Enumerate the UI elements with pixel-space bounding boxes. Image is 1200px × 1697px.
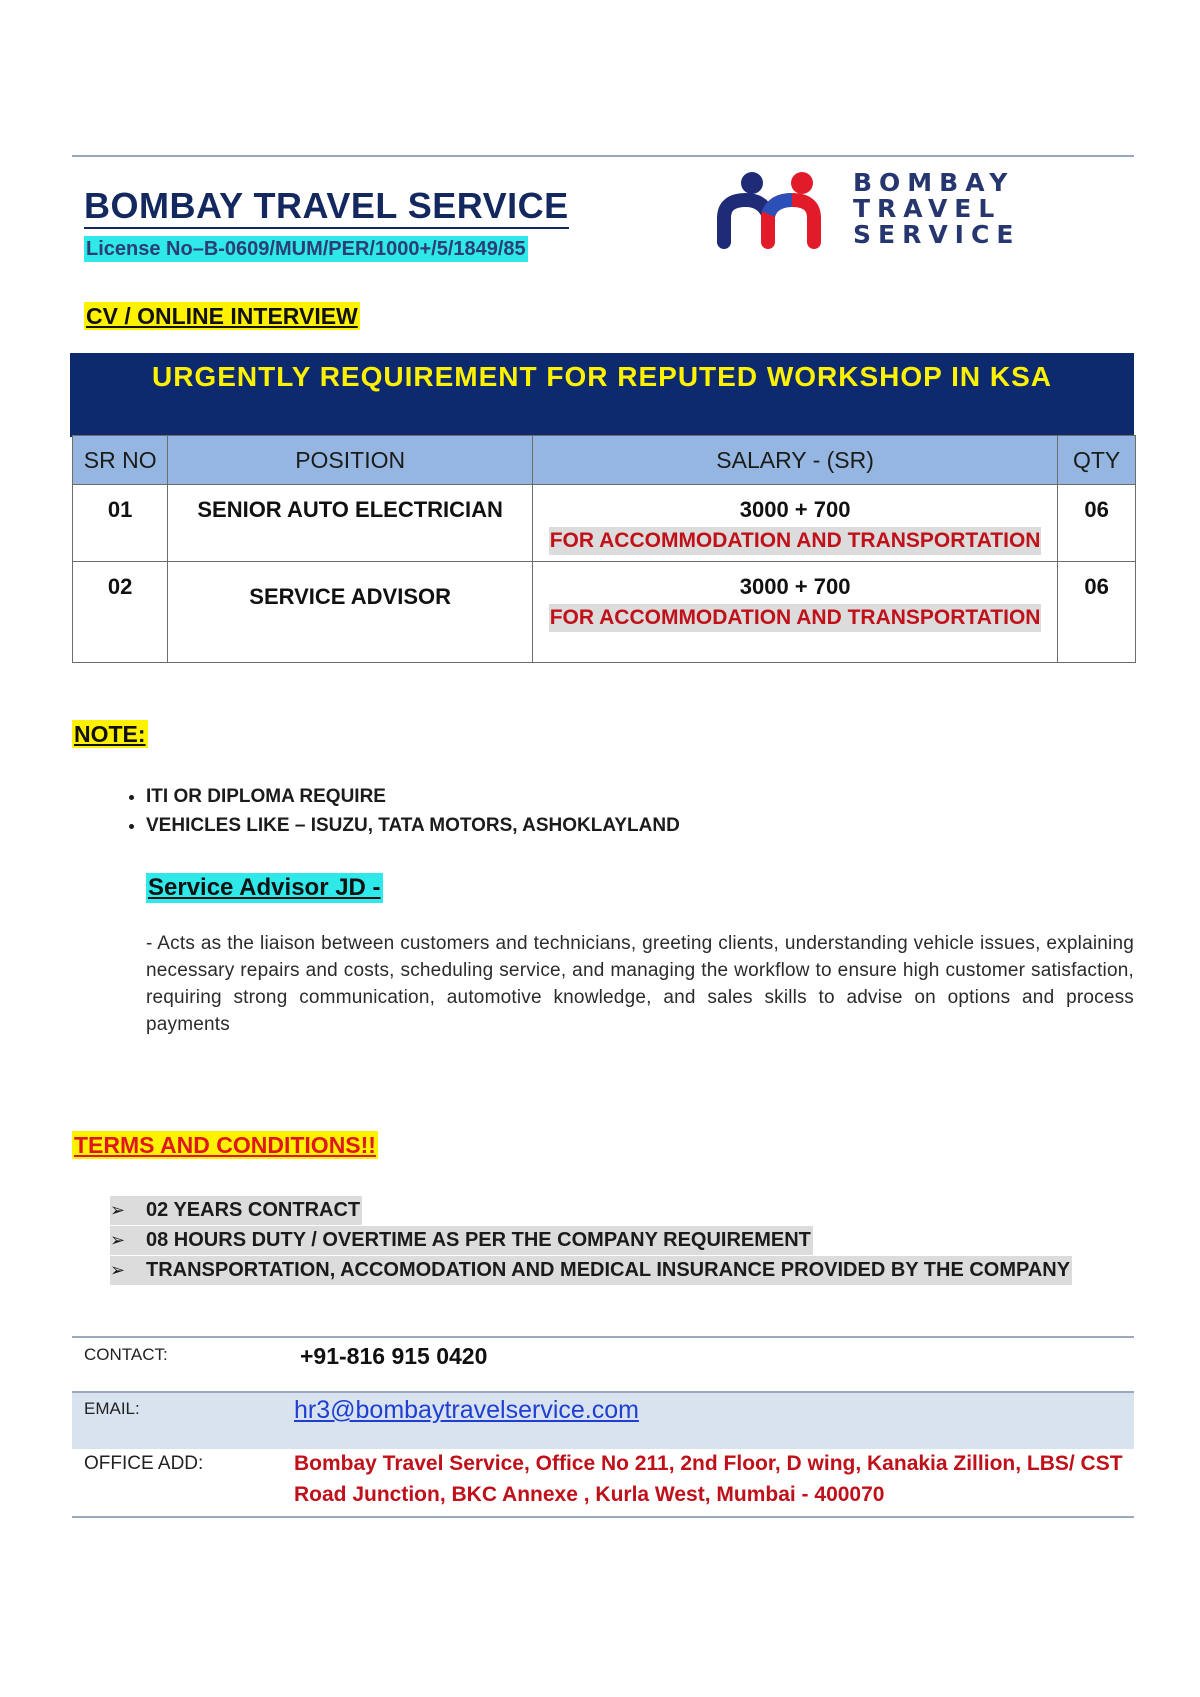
row-position: SENIOR AUTO ELECTRICIAN xyxy=(168,485,533,562)
header-position: POSITION xyxy=(168,436,533,485)
list-item xyxy=(110,1196,362,1225)
office-address: Bombay Travel Service, Office No 211, 2nd Floor, D wing, Kanakia Zillion, LBS/ CST Road Junction, BKC Annexe , Kurla West, Mumbai - 400070 xyxy=(294,1452,1123,1506)
note-list xyxy=(108,782,680,840)
logo-word-1: BOMBAY xyxy=(853,168,1015,197)
contact-phone: +91-816 915 0420 xyxy=(300,1343,488,1369)
table-header-row xyxy=(73,436,1136,485)
banner-title: URGENTLY REQUIREMENT FOR REPUTED WORKSHOP IN KSA xyxy=(151,361,1052,392)
row-sr-no: 01 xyxy=(73,485,168,562)
logo-word-3: SERVICE xyxy=(853,220,1021,249)
row-salary: 3000 + 700 xyxy=(739,574,851,599)
header-qty: QTY xyxy=(1058,436,1136,485)
logo-word-2: TRAVEL xyxy=(853,194,1002,223)
table-row xyxy=(73,562,1136,663)
logo-people-icon xyxy=(716,170,836,254)
arrow-bullet-icon: ➢ xyxy=(110,1230,126,1251)
email-label: EMAIL: xyxy=(84,1399,140,1418)
company-title: BOMBAY TRAVEL SERVICE xyxy=(84,186,569,229)
header-salary: SALARY - (SR) xyxy=(532,436,1057,485)
note-heading: NOTE: xyxy=(74,721,146,747)
term-text: 08 HOURS DUTY / OVERTIME AS PER THE COMPANY REQUIREMENT xyxy=(146,1229,811,1251)
list-item: • ITI OR DIPLOMA REQUIRE xyxy=(146,782,680,811)
positions-table xyxy=(72,435,1136,663)
term-text: TRANSPORTATION, ACCOMODATION AND MEDICAL INSURANCE PROVIDED BY THE COMPANY xyxy=(146,1259,1071,1281)
row-salary-cell xyxy=(532,485,1057,562)
contact-bottom-rule xyxy=(72,1516,1134,1518)
company-logo xyxy=(716,170,1076,254)
cv-interview-tag: CV / ONLINE INTERVIEW xyxy=(86,303,358,329)
row-salary-note: FOR ACCOMMODATION AND TRANSPORTATION xyxy=(549,527,1042,555)
top-rule xyxy=(72,155,1134,157)
list-item xyxy=(110,1256,1072,1285)
contact-top-rule xyxy=(72,1336,1134,1338)
term-text: 02 YEARS CONTRACT xyxy=(146,1199,361,1221)
list-item: • VEHICLES LIKE – ISUZU, TATA MOTORS, ASHOKLAYLAND xyxy=(146,811,680,840)
row-salary-note: FOR ACCOMMODATION AND TRANSPORTATION xyxy=(549,604,1042,632)
license-number: License No–B-0609/MUM/PER/1000+/5/1849/85 xyxy=(86,238,526,260)
email-link[interactable]: hr3@bombaytravelservice.com xyxy=(294,1396,639,1424)
table-row xyxy=(73,485,1136,562)
contact-mid-rule xyxy=(72,1391,1134,1393)
row-qty: 06 xyxy=(1058,562,1136,663)
arrow-bullet-icon: ➢ xyxy=(110,1260,126,1281)
row-sr-no: 02 xyxy=(73,562,168,663)
arrow-bullet-icon: ➢ xyxy=(110,1200,126,1221)
row-position: SERVICE ADVISOR xyxy=(168,562,533,663)
terms-heading: TERMS AND CONDITIONS!! xyxy=(74,1132,376,1158)
row-salary: 3000 + 700 xyxy=(739,497,851,522)
list-item xyxy=(110,1226,813,1255)
row-salary-cell xyxy=(532,562,1057,663)
requirement-banner xyxy=(70,353,1134,437)
header-sr-no: SR NO xyxy=(73,436,168,485)
jd-description: - Acts as the liaison between customers and technicians, greeting clients, understanding vehicle issues, explaining necessary repairs and costs, scheduling service, and managing the workflow to ensure high customer satisfaction, requiring strong communication, automotive knowledge, and sales skills to advise on options and process payments xyxy=(146,933,1134,1035)
logo-wordmark xyxy=(853,170,1073,248)
office-label: OFFICE ADD: xyxy=(84,1453,204,1474)
jd-heading: Service Advisor JD - xyxy=(148,874,381,901)
row-qty: 06 xyxy=(1058,485,1136,562)
contact-label: CONTACT: xyxy=(84,1345,168,1364)
